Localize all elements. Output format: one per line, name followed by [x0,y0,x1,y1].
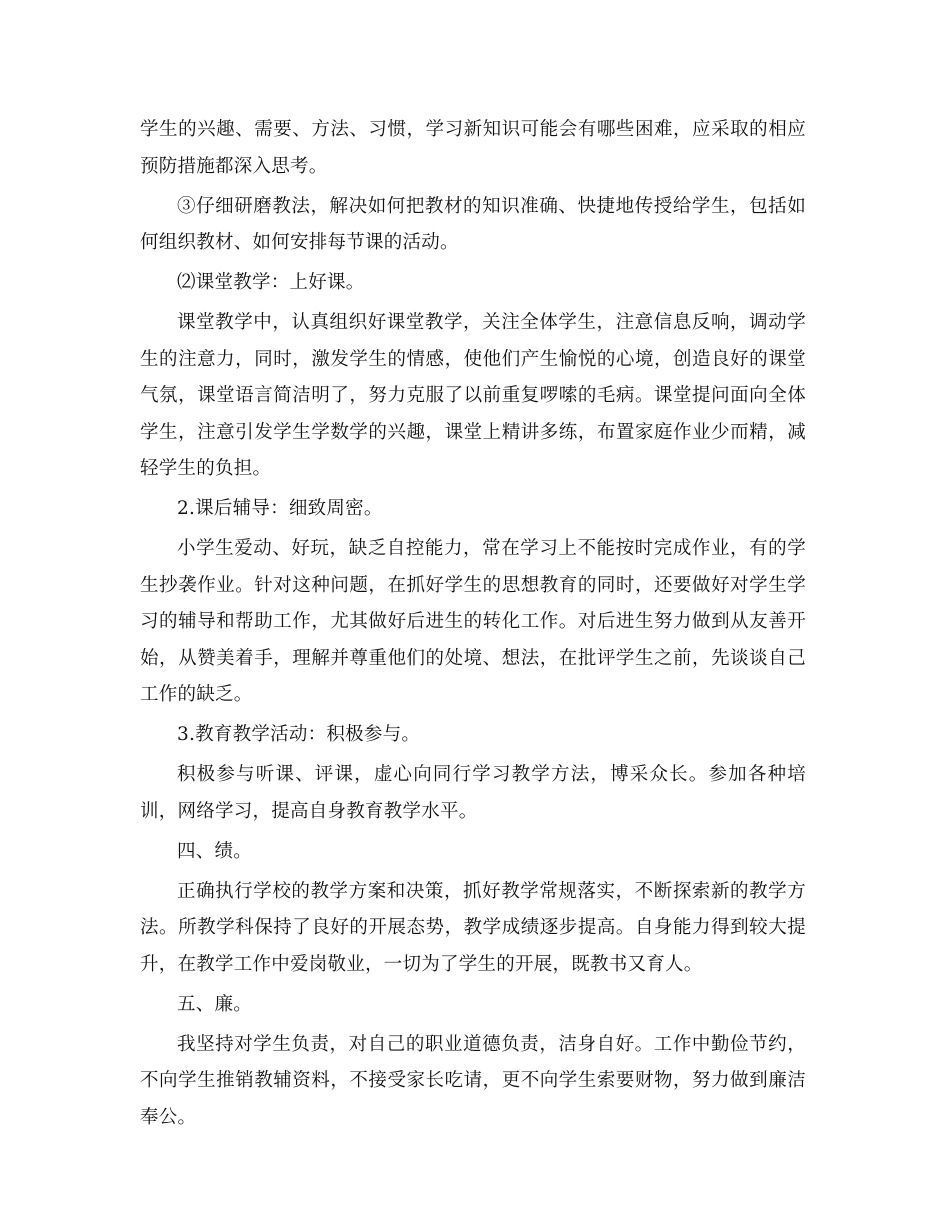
paragraph-integrity: 我坚持对学生负责，对自己的职业道德负责，洁身自好。工作中勤俭节约，不向学生推销教辅资料，不接受家长吃请，更不向学生索要财物，努力做到廉洁奉公。 [140,1033,806,1128]
paragraph-teaching-methods: ③仔细研磨教法，解决如何把教材的知识准确、快捷地传授给学生，包括如何组织教材、如何安排每节课的活动。 [140,195,806,253]
heading-teaching-activities: 3.教育教学活动：积极参与。 [177,724,421,745]
paragraph-achievements: 正确执行学校的教学方案和决策，抓好教学常规落实，不断探索新的教学方法。所教学科保持了良好的开展态势，教学成绩逐步提高。自身能力得到较大提升，在教学工作中爱岗敬业，一切为了学生的开展，既教书又育人。 [140,880,806,975]
heading-classroom-teaching: ⑵课堂教学：上好课。 [177,272,365,293]
paragraph-continuation: 学生的兴趣、需要、方法、习惯，学习新知识可能会有哪些困难，应采取的相应预防措施都深入思考。 [140,119,806,177]
paragraph-after-class-tutoring: 小学生爱动、好玩，缺乏自控能力，常在学习上不能按时完成作业，有的学生抄袭作业。针对这种问题，在抓好学生的思想教育的同时，还要做好对学生学习的辅导和帮助工作，尤其做好后进生的转化工作。对后进生努力做到从友善开始，从赞美着手，理解并尊重他们的处境、想法，在批评学生之前，先谈谈自己工作的缺乏。 [140,538,806,705]
heading-integrity: 五、廉。 [177,993,253,1015]
paragraph-teaching-activities: 积极参与听课、评课，虚心向同行学习教学方法，博采众长。参加各种培训，网络学习，提高自身教育教学水平。 [140,764,806,822]
heading-achievements: 四、绩。 [177,840,253,862]
paragraph-classroom-teaching: 课堂教学中，认真组织好课堂教学，关注全体学生，注意信息反响，调动学生的注意力，同时，激发学生的情感，使他们产生愉悦的心境，创造良好的课堂气氛，课堂语言简洁明了，努力克服了以前重复啰嗦的毛病。课堂提问面向全体学生，注意引发学生学数学的兴趣，课堂上精讲多练，布置家庭作业少而精，减轻学生的负担。 [140,312,806,479]
document-body [140,112,806,1136]
heading-after-class-tutoring: 2.课后辅导：细致周密。 [177,498,383,519]
